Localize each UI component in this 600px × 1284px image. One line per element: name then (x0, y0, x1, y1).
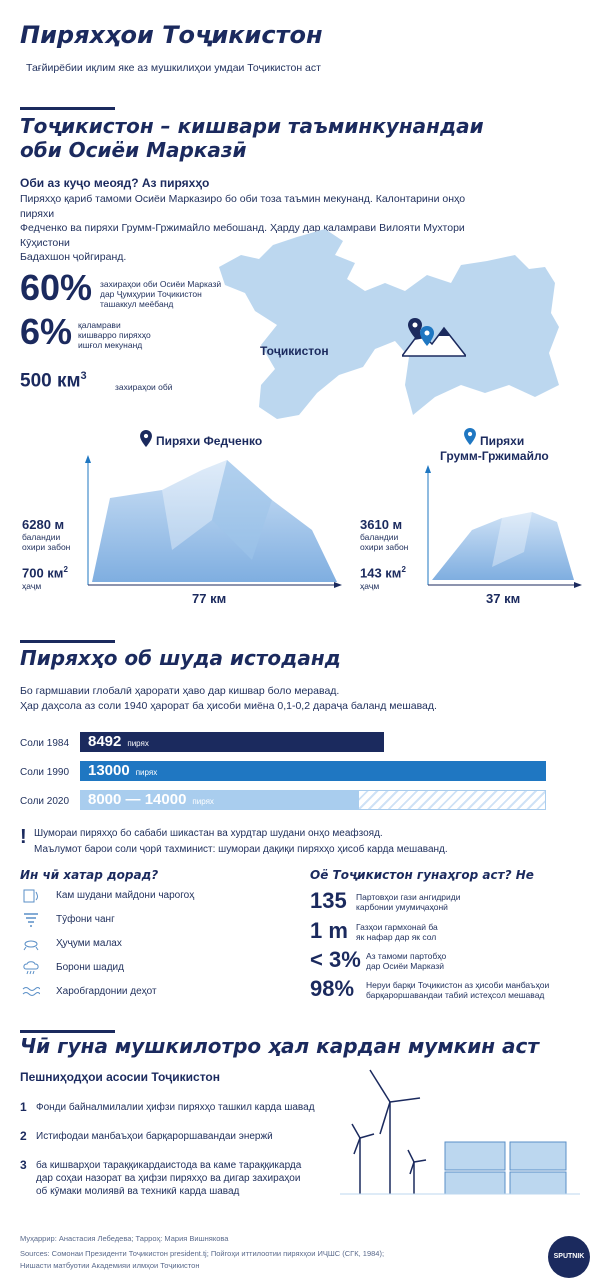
desc-line: баландии (360, 532, 399, 542)
map-pin-icon (420, 326, 434, 346)
section1-title-line1: Тоҷикистон – кишвари таъминкунандаи (20, 114, 484, 138)
guilt-value: 98% (310, 976, 355, 1001)
bar-1984 (80, 732, 384, 752)
desc-line: кишварро пиряхҳо (78, 330, 151, 340)
location-pin-icon (140, 430, 152, 447)
paragraph-line: Бадахшон ҷойгиранд. (20, 251, 127, 263)
desc-line: ишғол мекунанд (78, 340, 143, 350)
area-value: 143 км (360, 565, 402, 581)
threat-label: Борони шадид (56, 962, 124, 973)
grumm-length: 37 км (486, 591, 521, 606)
stat-water-reserves-desc: захираҳои обӣ (115, 382, 173, 392)
bar-value: 8492 (88, 733, 122, 750)
locust-icon (22, 936, 40, 952)
step-line: Фонди байналмилалии ҳифзи пиряхҳо ташкил карда шавад (36, 1102, 315, 1113)
stat-glacier-area-desc (78, 320, 151, 350)
source-line: Sources: Сомонаи Президенти Тоҷикистон president.tj; Пойгоҳи иттилоотии пиряхҳои ИҶШС (СГК, 1984); (20, 1249, 385, 1258)
step-number: 3 (20, 1158, 27, 1172)
threat-label: Харобгардонии деҳот (56, 986, 157, 997)
step-text (36, 1130, 273, 1143)
step-number: 2 (20, 1129, 27, 1143)
waves-icon (22, 984, 40, 1000)
step-line: дар соҳаи назорат ва ҳифзи пиряхҳо ва дигар захираҳои (36, 1173, 301, 1184)
step-line: ба кишварҳои тараққикардаистода ва каме тараққикарда (36, 1160, 302, 1171)
guilt-desc (356, 922, 438, 942)
desc-line: барқароршавандаи табиӣ истеҳсол мешавад (366, 990, 545, 1000)
grumm-area-desc: ҳаҷм (360, 581, 380, 591)
desc-line: ташаккул меёбанд (100, 299, 174, 309)
grumm-mountain (432, 512, 574, 580)
footer-sources (20, 1248, 384, 1272)
bar-2020 (80, 790, 358, 810)
section3-subtitle: Пешниҳодҳои асосии Тоҷикистон (20, 1070, 220, 1084)
area-value: 700 км (22, 565, 64, 581)
section-divider (20, 640, 115, 643)
note-line: Маълумот барои соли ҷорӣ тахминист: шумораи дақиқи пиряхҳо ҳисоб карда мешаванд. (34, 844, 448, 855)
desc-line: захираҳои оби Осиёи Марказӣ (100, 279, 222, 289)
fedchenko-height-desc (22, 532, 70, 552)
guilt-value: 135 (310, 888, 347, 913)
step-text (36, 1101, 315, 1114)
stat-water-reserves-value: 500 км (20, 370, 81, 392)
section2-note (34, 826, 448, 858)
threat-label: Ҳуҷуми малах (56, 938, 122, 949)
grumm-area (360, 565, 406, 580)
guilt-desc (366, 980, 549, 1000)
section-divider (20, 1030, 115, 1033)
guilt-desc (366, 951, 446, 971)
page-subtitle: Тағйирёбии иқлим яке аз мушкилиҳои умдаи Тоҷикистон аст (26, 62, 321, 74)
desc-line: баландии (22, 532, 61, 542)
superscript: 2 (401, 565, 406, 574)
desc-line: як нафар дар як сол (356, 932, 437, 942)
bar-unit: пирях (135, 768, 158, 777)
bar-unit: пирях (192, 797, 214, 806)
name-line: Грумм-Гржимайло (440, 449, 549, 463)
step-number: 1 (20, 1100, 27, 1114)
section3-title: Чӣ гуна мушкилотро ҳал кардан мумкин аст (20, 1034, 539, 1058)
guilt-value: 1 m (310, 918, 348, 943)
guilt-value: < 3% (310, 947, 361, 972)
stat-water-reserves (20, 370, 87, 392)
step-line: Истифодаи манбаъҳои барқароршавандаи энержӣ (36, 1131, 273, 1142)
water-drop-icon (22, 888, 40, 904)
desc-line: охири забон (360, 542, 409, 552)
source-line: Нишасти матбуотии Академияи илмҳои Тоҷикистон (20, 1261, 200, 1270)
stat-water-share: 60% (20, 267, 93, 308)
grumm-height-desc (360, 532, 408, 552)
sputnik-logo: SPUTNIK (548, 1236, 590, 1278)
fedchenko-length: 77 км (192, 591, 227, 606)
page-title: Пиряхҳои Тоҷикистон (20, 21, 323, 49)
fedchenko-mountain (92, 460, 337, 582)
step-line: об кӯмаки молиявӣ ва техникӣ карда шавад (36, 1186, 240, 1197)
warning-icon: ! (20, 826, 27, 848)
desc-line: Неруи барқи Тоҷикистон аз ҳисоби манбаъҳои (366, 980, 550, 990)
desc-line: Партовҳои гази ангидриди (356, 892, 461, 902)
superscript: 3 (80, 370, 87, 382)
paragraph-line: Бо гармшавии глобалӣ ҳарорати ҳаво дар кишвар боло меравад. (20, 685, 340, 697)
desc-line: охири забон (22, 542, 71, 552)
paragraph-line: Ҳар даҳсола аз соли 1940 ҳарорат ба ҳисоби миёна 0,1-0,2 дараҷа баланд мешавад. (20, 699, 437, 712)
threats-title: Ин чӣ хатар дорад? (20, 868, 159, 882)
map-label: Тоҷикистон (260, 344, 329, 358)
step-text (36, 1159, 326, 1198)
bar-year-1984: Соли 1984 (20, 738, 70, 749)
guilt-desc (356, 892, 460, 912)
section1-subheading: Оби аз куҷо меояд? Аз пиряхҳо (20, 176, 210, 190)
guilt-title: Оё Тоҷикистон гунаҳгор аст? Не (310, 868, 534, 882)
desc-line: дар Ҷумҳурии Тоҷикистон (100, 289, 202, 299)
fedchenko-area (22, 565, 68, 580)
desc-line: Аз тамоми партобҳо (366, 951, 447, 961)
note-line: Шумораи пиряхҳо бо сабаби шикастан ва хурдтар шудани онҳо меафзояд. (34, 828, 383, 839)
footer-credits: Муҳаррир: Анастасия Лебедева; Тарроҳ: Мария Вишнякова (20, 1234, 229, 1243)
section1-title-line2: оби Осиёи Марказӣ (20, 138, 247, 162)
bar-2020-uncertainty (358, 790, 546, 810)
bar-1990 (80, 761, 546, 781)
name-line: Пиряхи (480, 434, 525, 448)
fedchenko-name: Пиряхи Федченко (156, 434, 263, 448)
desc-line: қаламрави (78, 320, 121, 330)
stat-glacier-area: 6% (20, 311, 73, 352)
grumm-name (440, 434, 580, 464)
desc-line: карбонии умумиҷаҳонӣ (356, 902, 448, 912)
fedchenko-area-desc: ҳаҷм (22, 581, 42, 591)
tornado-icon (22, 912, 40, 928)
bar-year-1990: Соли 1990 (20, 767, 70, 778)
stat-water-share-desc (100, 279, 221, 309)
bar-value: 8000 — 14000 (88, 791, 187, 808)
bar-unit: пирях (127, 739, 149, 748)
rain-cloud-icon (22, 960, 40, 976)
paragraph-line: Федченко ва пиряхи Грумм-Гржимайло мебошанд. Ҳарду дар қаламрави Вилояти Мухтори Кӯҳистони (20, 222, 465, 249)
section2-paragraph (20, 684, 437, 713)
bar-year-2020: Соли 2020 (20, 796, 70, 807)
paragraph-line: Пиряхҳо қариб тамоми Осиёи Марказиро бо оби тоза таъмин мекунанд. Калонтарини онҳо пиряхи (20, 193, 466, 220)
renewable-energy-illustration (340, 1062, 580, 1202)
grumm-height: 3610 м (360, 517, 403, 532)
bar-value: 13000 (88, 762, 130, 779)
superscript: 2 (63, 565, 68, 574)
section-divider (20, 107, 115, 110)
desc-line: дар Осиёи Марказӣ (366, 961, 445, 971)
fedchenko-height: 6280 м (22, 517, 65, 532)
tajikistan-map (215, 225, 560, 420)
threat-label: Тӯфони чанг (56, 914, 115, 925)
section2-title: Пиряхҳо об шуда истоданд (20, 646, 341, 670)
desc-line: Газҳои гармхонаӣ ба (356, 922, 438, 932)
threat-label: Кам шудани майдони чарогоҳ (56, 890, 195, 901)
